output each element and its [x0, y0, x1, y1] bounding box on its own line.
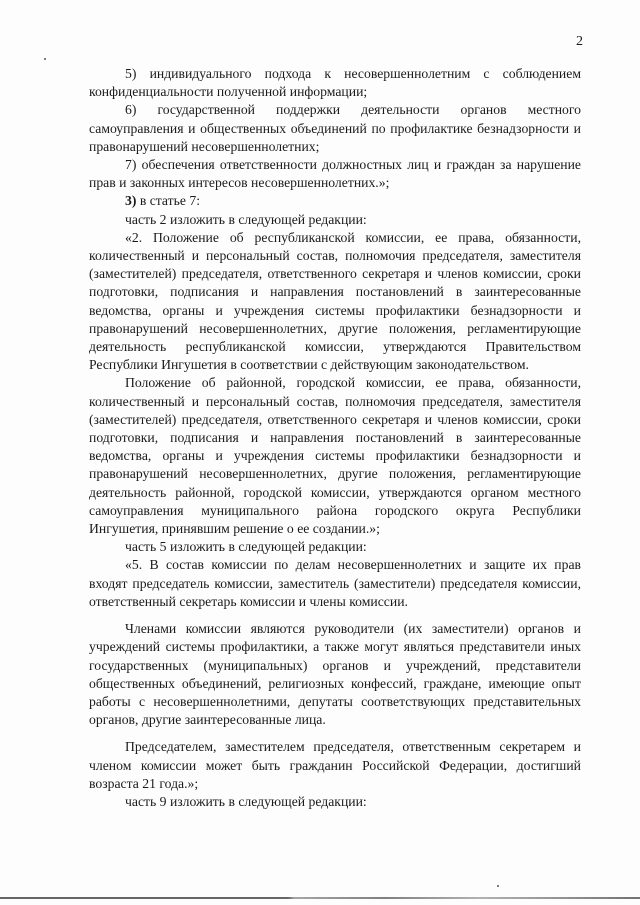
instruction-part-9: часть 9 изложить в следующей редакции:	[125, 793, 367, 809]
list-item-6: 6) государственной поддержки деятельности органов местного самоуправления и общественных объединений по профилактике безнадзорности и правонарушений несовершеннолетних;	[89, 102, 581, 154]
instruction-part-2: часть 2 изложить в следующей редакции:	[125, 211, 367, 227]
amendment-text: в статье 7:	[139, 193, 201, 209]
amendment-number: 3)	[125, 193, 137, 209]
paragraph-district-commission: Положение об районной, городской комиссии, ее права, обязанности, количественный и персональный состав, полномочия председателя, заместителя (заместителей) председателя, ответственного секретаря и членов комиссии, сроки подготовки, подписания и направления постановлений в заинтересованные ведомства, органы и учреждения системы профилактики безнадзорности и правонарушений несовершеннолетних, другие положения, регламентирующие деятельность районной, городской комиссии, утверждаются органом местного самоуправления муниципального района городского округа Республики Ингушетия, принявшим решение о ее создании.»;	[89, 375, 581, 537]
scan-speck	[497, 885, 499, 887]
list-item-7: 7) обеспечения ответственности должностных лиц и граждан за нарушение прав и законных интересов несовершеннолетних.»;	[89, 157, 581, 191]
amendment-article-7	[89, 192, 581, 210]
paragraph-commission-composition: «5. В состав комиссии по делам несовершеннолетних и защите их прав входят председатель комиссии, заместитель (заместители) председателя комиссии, ответственный секретарь комиссии и члены комиссии.	[89, 557, 581, 609]
scan-speck	[44, 58, 46, 60]
list-item-5: 5) индивидуального подхода к несовершеннолетним с соблюдением конфиденциальности полученной информации;	[89, 66, 581, 100]
scan-edge-line	[0, 897, 640, 899]
instruction-part-5: часть 5 изложить в следующей редакции:	[125, 539, 367, 555]
document-body	[89, 65, 581, 811]
page-number: 2	[576, 34, 583, 49]
paragraph-commission-members: Членами комиссии являются руководители (их заместители) органов и учреждений системы профилактики, а также могут являться представители иных государственных (муниципальных) органов и учреждений, представители общественных объединений, религиозных конфессий, граждане, имеющие опыт работы с несовершеннолетними, депутаты соответствующих представительных органов, другие заинтересованные лица.	[89, 621, 581, 728]
paragraph-chairman-requirements: Председателем, заместителем председателя, ответственным секретарем и членом комиссии может быть гражданин Российской Федерации, достигший возраста 21 года.»;	[89, 739, 581, 791]
paragraph-republican-commission: «2. Положение об республиканской комиссии, ее права, обязанности, количественный и персональный состав, полномочия председателя, заместителя (заместителей) председателя, ответственного секретаря и членов комиссии, сроки подготовки, подписания и направления постановлений в заинтересованные ведомства, органы и учреждения системы профилактики безнадзорности и правонарушений несовершеннолетних, другие положения, регламентирующие деятельность республиканской комиссии, утверждаются Правительством Республики Ингушетия в соответствии с действующим законодательством.	[89, 229, 581, 373]
